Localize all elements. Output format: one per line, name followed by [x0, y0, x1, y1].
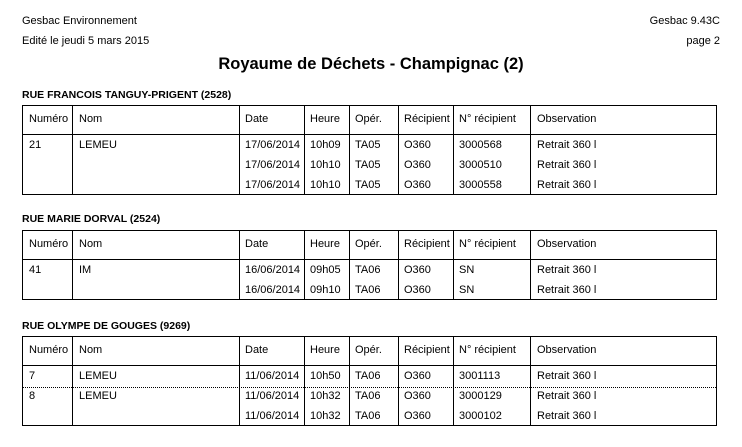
col-recipient: O360	[404, 159, 431, 171]
table-row	[23, 264, 716, 284]
header-col-nom: Nom	[79, 238, 103, 250]
table-row	[23, 139, 716, 159]
col-observation: Retrait 360 l	[537, 139, 597, 151]
section-table	[22, 105, 717, 195]
header-col-num-recipient: N° récipient	[459, 238, 516, 250]
col-heure: 10h50	[310, 370, 341, 382]
col-date: 11/06/2014	[245, 370, 300, 382]
col-oper: TA06	[355, 410, 381, 422]
col-nom: IM	[79, 264, 92, 276]
col-recipient: O360	[404, 264, 431, 276]
col-oper: TA05	[355, 159, 381, 171]
col-heure: 10h10	[310, 179, 341, 191]
table-row	[23, 410, 716, 430]
col-heure: 09h10	[310, 284, 341, 296]
header-col-recipient: Récipient	[404, 238, 450, 250]
header-col-num-recipient: N° récipient	[459, 344, 516, 356]
table-row	[23, 159, 716, 179]
col-recipient: O360	[404, 179, 431, 191]
table-header-row	[23, 337, 716, 366]
header-col-oper: Opér.	[355, 238, 382, 250]
header-col-numero: Numéro	[29, 113, 69, 125]
col-heure: 10h32	[310, 390, 341, 402]
col-date: 17/06/2014	[245, 139, 301, 151]
col-oper: TA06	[355, 390, 381, 402]
section-title: RUE MARIE DORVAL (2524)	[22, 213, 161, 225]
col-nom: LEMEU	[79, 390, 117, 402]
header-col-date: Date	[245, 113, 269, 125]
col-observation: Retrait 360 l	[537, 159, 597, 171]
section-title: RUE OLYMPE DE GOUGES (9269)	[22, 320, 191, 332]
col-recipient: O360	[404, 410, 431, 422]
col-num-recipient: SN	[459, 264, 475, 276]
col-num-recipient: 3000558	[459, 179, 502, 191]
col-observation: Retrait 360 l	[537, 179, 597, 191]
col-date: 16/06/2014	[245, 264, 301, 276]
col-numero: 8	[29, 390, 36, 402]
header-col-recipient: Récipient	[404, 113, 450, 125]
header-col-nom: Nom	[79, 344, 103, 356]
col-num-recipient: 3000568	[459, 139, 502, 151]
col-numero: 41	[29, 264, 42, 276]
col-date: 11/06/2014	[245, 390, 300, 402]
page-number: page 2	[686, 35, 720, 47]
header-col-observation: Observation	[537, 238, 597, 250]
col-observation: Retrait 360 l	[537, 264, 597, 276]
col-oper: TA06	[355, 284, 381, 296]
header-col-nom: Nom	[79, 113, 103, 125]
edit-date: Edité le jeudi 5 mars 2015	[22, 35, 150, 47]
header-col-observation: Observation	[537, 113, 597, 125]
col-heure: 09h05	[310, 264, 341, 276]
software-version: Gesbac 9.43C	[649, 15, 720, 27]
col-date: 17/06/2014	[245, 159, 301, 171]
table-row	[23, 179, 716, 199]
row-separator	[23, 387, 716, 388]
col-numero: 7	[29, 370, 36, 382]
table-header-row	[23, 106, 716, 135]
header-col-oper: Opér.	[355, 113, 382, 125]
col-observation: Retrait 360 l	[537, 410, 597, 422]
header-col-date: Date	[245, 238, 269, 250]
col-num-recipient: 3001113	[459, 370, 501, 382]
header-col-observation: Observation	[537, 344, 597, 356]
table-row	[23, 284, 716, 304]
col-nom: LEMEU	[79, 370, 117, 382]
col-num-recipient: 3000129	[459, 390, 502, 402]
header-col-numero: Numéro	[29, 344, 69, 356]
col-date: 11/06/2014	[245, 410, 300, 422]
col-recipient: O360	[404, 139, 431, 151]
section-table	[22, 230, 717, 300]
col-numero: 21	[29, 139, 42, 151]
table-row	[23, 390, 716, 410]
col-date: 17/06/2014	[245, 179, 301, 191]
col-recipient: O360	[404, 390, 431, 402]
col-heure: 10h32	[310, 410, 341, 422]
col-oper: TA06	[355, 264, 381, 276]
col-heure: 10h09	[310, 139, 341, 151]
col-observation: Retrait 360 l	[537, 284, 597, 296]
col-num-recipient: SN	[459, 284, 475, 296]
col-oper: TA06	[355, 370, 381, 382]
col-recipient: O360	[404, 370, 431, 382]
report-title: Royaume de Déchets - Champignac (2)	[218, 55, 524, 73]
header-col-heure: Heure	[310, 344, 340, 356]
header-col-numero: Numéro	[29, 238, 69, 250]
col-date: 16/06/2014	[245, 284, 301, 296]
col-num-recipient: 3000510	[459, 159, 502, 171]
header-col-recipient: Récipient	[404, 344, 450, 356]
section-title: RUE FRANCOIS TANGUY-PRIGENT (2528)	[22, 89, 232, 101]
header-col-num-recipient: N° récipient	[459, 113, 516, 125]
col-nom: LEMEU	[79, 139, 117, 151]
col-heure: 10h10	[310, 159, 341, 171]
table-header-row	[23, 231, 716, 260]
col-oper: TA05	[355, 139, 381, 151]
header-col-heure: Heure	[310, 113, 340, 125]
section-table	[22, 336, 717, 426]
header-col-oper: Opér.	[355, 344, 382, 356]
col-num-recipient: 3000102	[459, 410, 502, 422]
company-name: Gesbac Environnement	[22, 15, 137, 27]
header-col-heure: Heure	[310, 238, 340, 250]
col-oper: TA05	[355, 179, 381, 191]
header-col-date: Date	[245, 344, 269, 356]
col-observation: Retrait 360 l	[537, 370, 597, 382]
col-observation: Retrait 360 l	[537, 390, 597, 402]
col-recipient: O360	[404, 284, 431, 296]
